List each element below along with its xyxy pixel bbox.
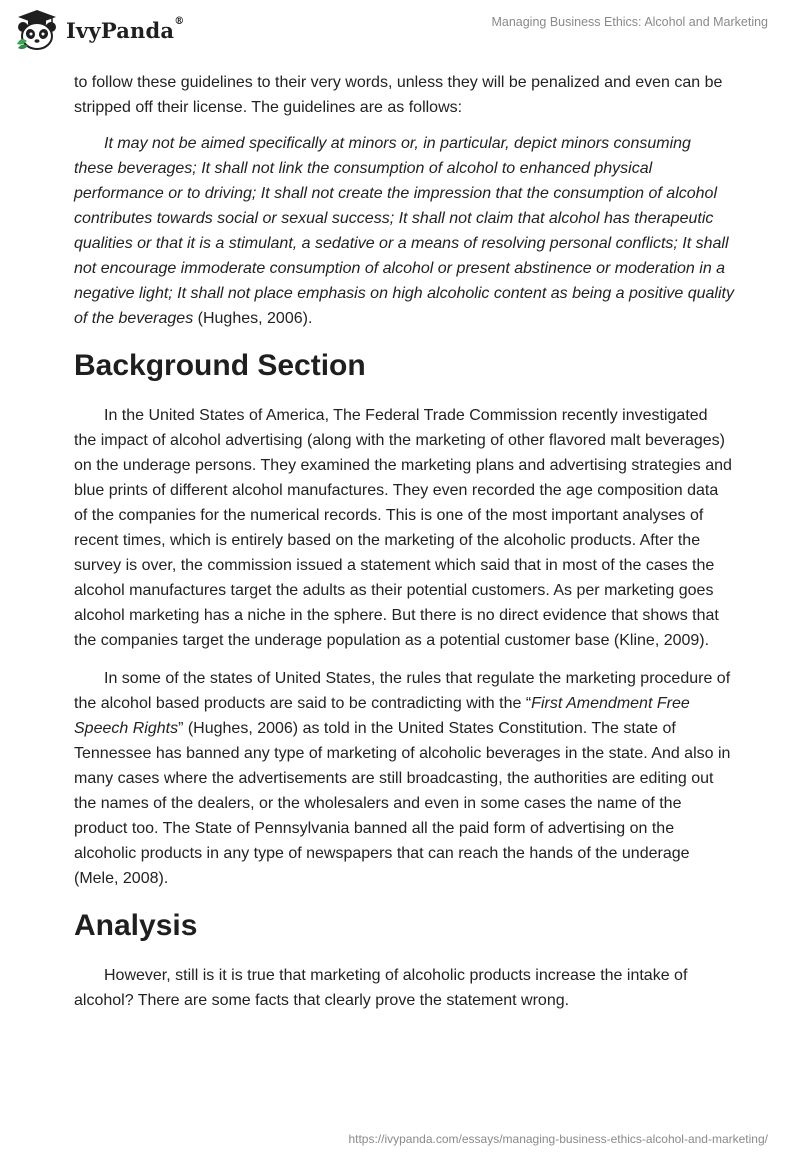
analysis-paragraph-1: However, still is it is true that marketing of alcoholic products increase the intake of alcohol? There are some facts that clearly prove the statement wrong. <box>74 967 688 1009</box>
background-p2-start: In some of the states of United States, the rules that regulate the marketing procedure of the alcohol based products are said to be contradicting with the “ <box>74 670 731 712</box>
first-amendment-italic: First Amendment Free Speech Rights <box>74 695 690 737</box>
ivypanda-logo[interactable] <box>14 8 184 52</box>
intro-continuation-paragraph: to follow these guidelines to their very words, unless they will be penalized and even can be stripped off their license. The guidelines are as follows: <box>74 74 723 116</box>
guidelines-quote <box>74 131 734 331</box>
quote-citation: (Hughes, 2006). <box>193 310 313 327</box>
background-paragraph-2 <box>74 666 734 891</box>
source-url[interactable]: https://ivypanda.com/essays/managing-business-ethics-alcohol-and-marketing/ <box>348 1132 768 1146</box>
background-p2-end: ” (Hughes, 2006) as told in the United States Constitution. The state of Tennessee has banned any type of marketing of alcoholic beverages in the state. And also in many cases where the advertisements are still broadcasting, the authorities are editing out the names of the dealers, or the wholesalers and even in some cases the name of the product too. The State of Pennsylvania banned all the paid form of advertising on the alcoholic products in any type of newspapers that can reach the hands of the underage (Mele, 2008). <box>74 720 731 887</box>
panda-mascot-icon <box>14 8 60 52</box>
background-paragraph-1: In the United States of America, The Federal Trade Commission recently investigated the impact of alcohol advertising (along with the marketing of other flavored malt beverages) on the underage persons. They examined the marketing plans and advertising strategies and blue prints of different alcohol manufactures. They even recorded the age composition data of the companies for the numerical records. This is one of the most important analyses of recent times, which is entirely based on the marketing of the alcoholic products. After the survey is over, the commission issued a statement which said that in most of the cases the alcohol manufactures target the adults as their potential customers. As per marketing goes alcohol marketing has a niche in the sphere. But there is no direct evidence that shows that the companies target the underage population as a potential customer base (Kline, 2009). <box>74 407 732 649</box>
quote-text: It may not be aimed specifically at minors or, in particular, depict minors consuming these beverages; It shall not link the consumption of alcohol to enhanced physical performance or to driving; It shall not create the impression that the consumption of alcohol contributes towards social or sexual success; It shall not claim that alcohol has therapeutic qualities or that it is a stimulant, a sedative or a means of resolving personal conflicts; It shall not encourage immoderate consumption of alcohol or present abstinence or moderation in a negative light; It shall not place emphasis on high alcoholic content as being a positive quality of the beverages <box>74 135 734 327</box>
registered-mark: ® <box>174 15 185 27</box>
page-header <box>0 0 800 62</box>
analysis-heading: Analysis <box>74 909 198 942</box>
brand-name: IvyPanda® <box>66 15 185 43</box>
essay-content <box>74 70 734 1026</box>
background-heading: Background Section <box>74 349 366 382</box>
document-title: Managing Business Ethics: Alcohol and Marketing <box>491 15 768 29</box>
